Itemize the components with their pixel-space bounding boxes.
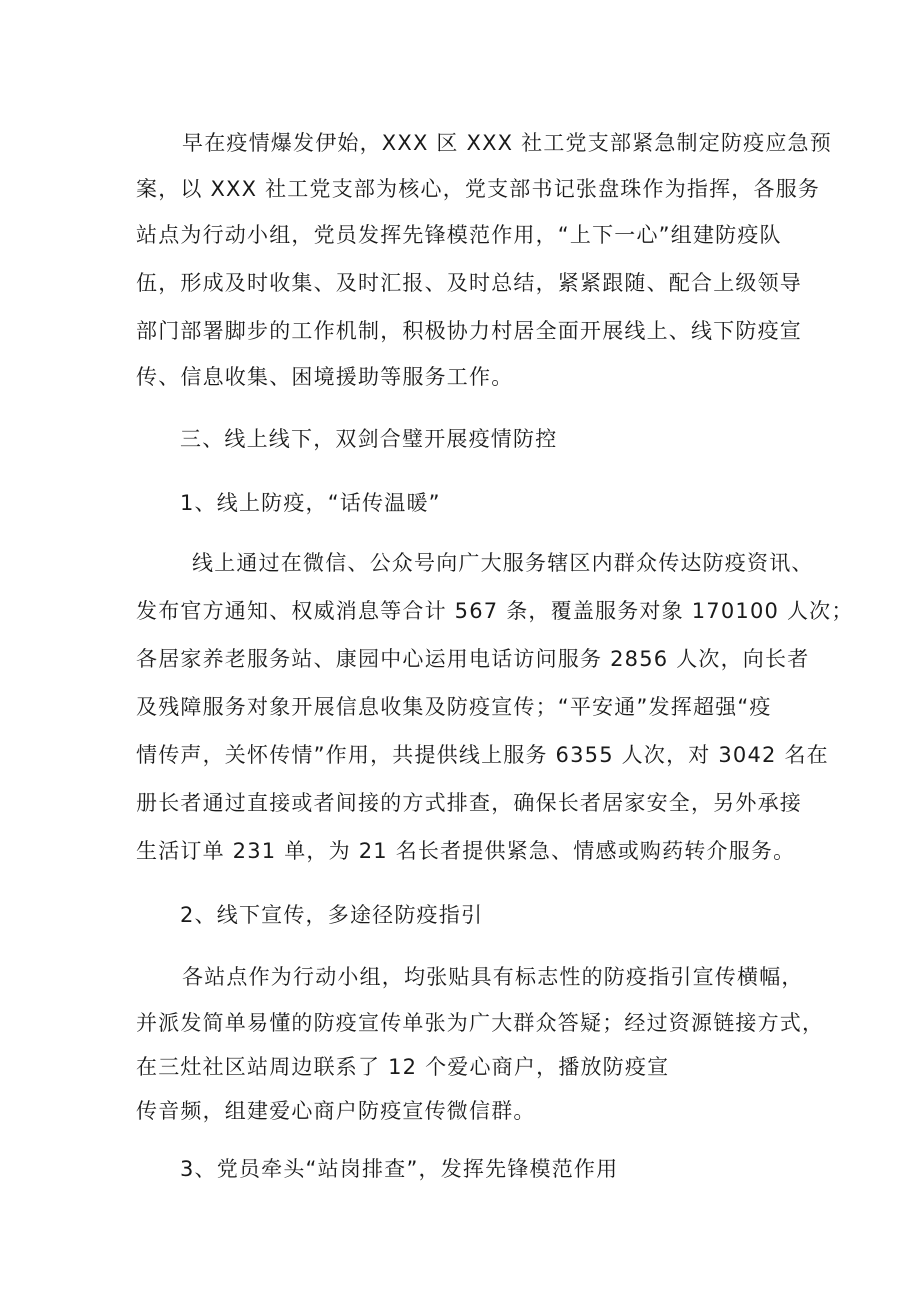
text-line: 生活订单 231 单，为 21 名长者提供紧急、情感或购药转介服务。 [136, 839, 796, 863]
text-line: 并派发简单易懂的防疫宣传单张为广大群众答疑；经过资源链接方式， [136, 1011, 825, 1035]
section-heading: 三、线上线下，双剑合璧开展疫情防控 [180, 427, 558, 451]
text-line: 传音频，组建爱心商户防疫宣传微信群。 [136, 1099, 536, 1123]
text-line: 在三灶社区站周边联系了 12 个爱心商户，播放防疫宣 [136, 1055, 670, 1079]
subheading-party-members: 3、党员牵头“站岗排查”，发挥先锋模范作用 [180, 1157, 619, 1181]
text-line: 情传声，关怀传情”作用，共提供线上服务 6355 人次，对 3042 名在 [136, 743, 829, 767]
text-line: 线上通过在微信、公众号向广大服务辖区内群众传达防疫资讯、 [192, 551, 814, 575]
subheading-online: 1、线上防疫，“话传温暖” [180, 491, 441, 515]
text-line: 各居家养老服务站、康园中心运用电话访问服务 2856 人次，向长者 [136, 647, 810, 671]
text-line: 站点为行动小组，党员发挥先锋模范作用，“上下一心”组建防疫队 [136, 223, 782, 247]
text-line: 早在疫情爆发伊始，XXX 区 XXX 社工党支部紧急制定防疫应急预 [182, 131, 832, 155]
text-line: 案，以 XXX 社工党支部为核心，党支部书记张盘珠作为指挥，各服务 [136, 177, 821, 201]
subheading-offline: 2、线下宣传，多途径防疫指引 [180, 903, 484, 927]
text-line: 发布官方通知、权威消息等合计 567 条，覆盖服务对象 170100 人次； [136, 599, 854, 623]
text-line: 伍，形成及时收集、及时汇报、及时总结，紧紧跟随、配合上级领导 [136, 271, 802, 295]
text-line: 及残障服务对象开展信息收集及防疫宣传；“平安通”发挥超强“疫 [136, 695, 772, 719]
text-line: 部门部署脚步的工作机制，积极协力村居全面开展线上、线下防疫宣 [136, 319, 802, 343]
text-line: 册长者通过直接或者间接的方式排查，确保长者居家安全，另外承接 [136, 791, 802, 815]
text-line: 传、信息收集、困境援助等服务工作。 [136, 365, 514, 389]
text-line: 各站点作为行动小组，均张贴具有标志性的防疫指引宣传横幅， [182, 965, 804, 989]
